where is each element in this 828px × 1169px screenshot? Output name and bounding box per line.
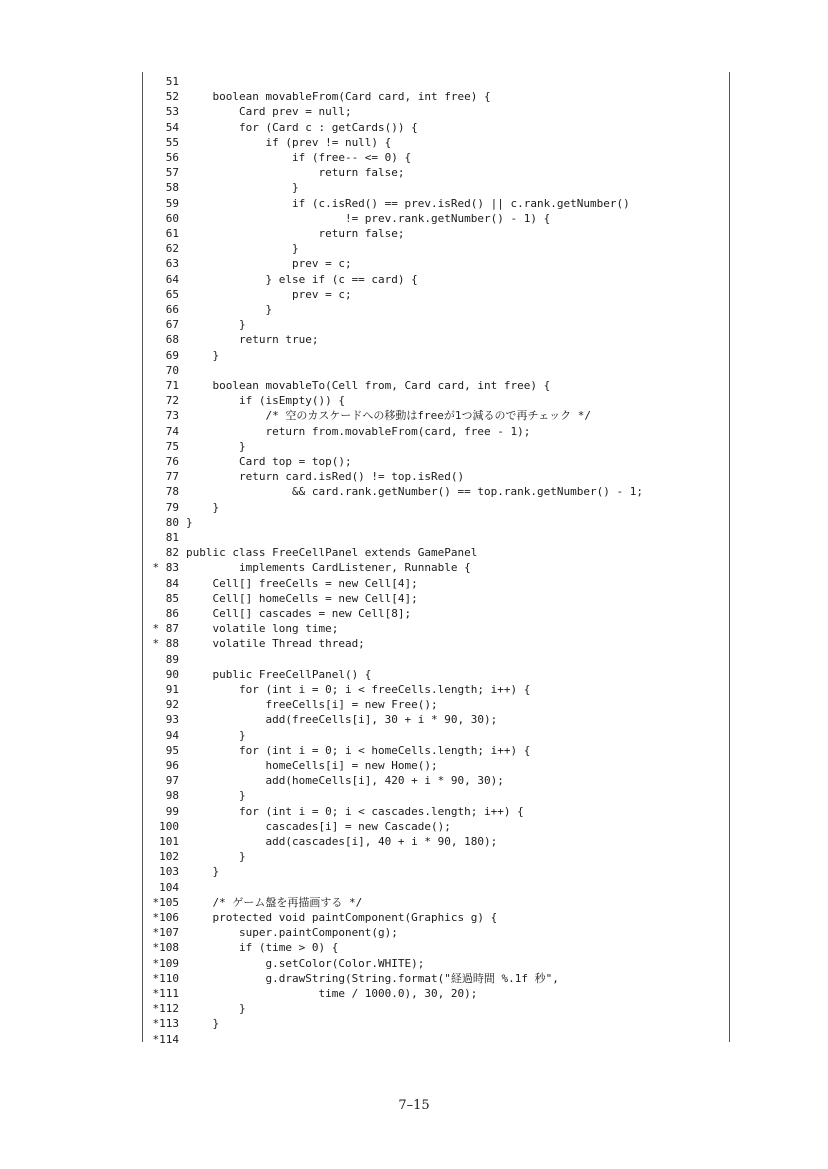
code-line	[143, 484, 729, 499]
line-number: 52	[165, 90, 179, 104]
line-number: 55	[165, 135, 179, 149]
line-code: }	[186, 1017, 220, 1031]
code-line	[143, 196, 729, 211]
line-code: prev = c;	[186, 287, 352, 301]
code-line	[143, 211, 729, 226]
code-line	[143, 864, 729, 879]
line-number: 104	[159, 880, 179, 894]
line-number: 71	[165, 379, 179, 392]
code-line	[143, 819, 729, 834]
line-code: }	[186, 728, 246, 742]
code-line	[143, 302, 729, 317]
line-code: Cell[] cascades = new Cell[8];	[186, 607, 412, 620]
code-line	[143, 332, 729, 347]
line-number: 84	[165, 576, 179, 590]
line-code: }	[186, 500, 220, 514]
line-number: 69	[165, 348, 179, 362]
code-line	[143, 226, 729, 241]
line-number: 99	[165, 804, 179, 818]
line-number: *112	[152, 1002, 179, 1016]
code-line	[143, 667, 729, 682]
code-line	[143, 348, 729, 363]
code-line	[143, 652, 729, 667]
code-line	[143, 621, 729, 636]
line-code: cascades[i] = new Cascade();	[186, 819, 451, 833]
code-line	[143, 454, 729, 469]
code-line	[143, 1001, 729, 1016]
line-code: public class FreeCellPanel extends GamePanel	[186, 546, 478, 560]
line-code: add(cascades[i], 40 + i * 90, 180);	[186, 835, 498, 848]
code-line	[143, 712, 729, 727]
line-code: freeCells[i] = new Free();	[186, 698, 438, 712]
line-number: 51	[165, 75, 179, 88]
line-number: *109	[152, 956, 179, 970]
line-code: } else if (c == card) {	[186, 272, 418, 286]
line-code: boolean movableFrom(Card card, int free) {	[186, 90, 491, 104]
line-code: for (int i = 0; i < cascades.length; i++) {	[186, 804, 524, 818]
code-line	[143, 256, 729, 271]
line-code: add(homeCells[i], 420 + i * 90, 30);	[186, 774, 504, 788]
code-line	[143, 363, 729, 378]
line-code: /* 空のカスケードへの移動はfreeが1つ減るので再チェック */	[186, 409, 591, 423]
code-line	[143, 500, 729, 515]
code-line	[143, 788, 729, 803]
code-line	[143, 956, 729, 971]
code-line	[143, 986, 729, 1001]
code-line	[143, 576, 729, 591]
code-line	[143, 728, 729, 743]
line-code: for (int i = 0; i < freeCells.length; i++) {	[186, 683, 531, 696]
line-code: if (c.isRed() == prev.isRed() || c.rank.getNumber()	[186, 196, 630, 210]
code-line	[143, 150, 729, 165]
line-code: return from.movableFrom(card, free - 1);	[186, 424, 531, 438]
code-line	[143, 287, 729, 302]
line-code: }	[186, 1002, 246, 1016]
line-code: g.drawString(String.format("経過時間 %.1f 秒",	[186, 971, 559, 985]
code-line	[143, 834, 729, 849]
code-line	[143, 120, 729, 135]
line-code: for (Card c : getCards()) {	[186, 120, 418, 134]
line-number: *107	[152, 926, 179, 940]
line-code: }	[186, 303, 273, 316]
code-line	[143, 971, 729, 986]
code-line	[143, 1032, 729, 1047]
line-code: implements CardListener, Runnable {	[186, 561, 471, 575]
line-code: boolean movableTo(Cell from, Card card, int free) {	[186, 379, 551, 392]
line-number: 77	[165, 470, 179, 484]
line-code: if (time > 0) {	[186, 941, 339, 955]
line-code: if (free-- <= 0) {	[186, 151, 412, 164]
line-number: 79	[165, 500, 179, 514]
line-code: if (isEmpty()) {	[186, 394, 345, 408]
line-number: 90	[165, 667, 179, 681]
line-number: 65	[165, 287, 179, 301]
line-code: }	[186, 789, 246, 803]
line-number: 60	[165, 211, 179, 225]
line-code: public FreeCellPanel() {	[186, 667, 372, 681]
code-line	[143, 545, 729, 560]
line-number: 57	[165, 166, 179, 180]
line-code: homeCells[i] = new Home();	[186, 759, 438, 772]
line-code: if (prev != null) {	[186, 135, 392, 149]
code-line	[143, 74, 729, 89]
line-code: }	[186, 181, 299, 195]
line-number: 59	[165, 196, 179, 210]
line-number: 66	[165, 303, 179, 316]
code-line	[143, 317, 729, 332]
line-code: && card.rank.getNumber() == top.rank.getNumber() - 1;	[186, 485, 643, 499]
line-number: 98	[165, 789, 179, 803]
line-code: volatile long time;	[186, 622, 339, 636]
line-number: 92	[165, 698, 179, 712]
code-line	[143, 89, 729, 104]
code-line	[143, 378, 729, 393]
line-code: return false;	[186, 166, 405, 180]
line-number: 76	[165, 455, 179, 468]
line-code: return true;	[186, 333, 319, 347]
line-code: protected void paintComponent(Graphics g) {	[186, 911, 498, 924]
line-code: }	[186, 348, 220, 362]
line-number: 86	[165, 607, 179, 620]
line-number: 63	[165, 257, 179, 271]
line-code: }	[186, 318, 246, 332]
line-number: *113	[152, 1017, 179, 1031]
line-number: 54	[165, 120, 179, 134]
line-number: 91	[165, 683, 179, 696]
code-line	[143, 591, 729, 606]
code-line	[143, 758, 729, 773]
line-code: Cell[] freeCells = new Cell[4];	[186, 576, 418, 590]
code-line	[143, 530, 729, 545]
code-line	[143, 697, 729, 712]
line-number: 73	[165, 409, 179, 423]
code-line	[143, 940, 729, 955]
line-code: time / 1000.0), 30, 20);	[186, 987, 478, 1000]
line-code: Card top = top();	[186, 455, 352, 468]
line-number: 85	[165, 591, 179, 605]
code-line	[143, 165, 729, 180]
code-line	[143, 880, 729, 895]
code-line	[143, 135, 729, 150]
code-line	[143, 104, 729, 119]
line-number: 81	[165, 531, 179, 544]
line-code: }	[186, 439, 246, 453]
line-number: 62	[165, 242, 179, 256]
line-number: 82	[165, 546, 179, 560]
line-number: * 88	[152, 637, 179, 651]
line-number: *111	[152, 987, 179, 1000]
line-number: 94	[165, 728, 179, 742]
code-line	[143, 636, 729, 651]
code-line	[143, 469, 729, 484]
line-number: 53	[165, 105, 179, 119]
line-number: 103	[159, 865, 179, 879]
line-number: 78	[165, 485, 179, 499]
line-code: != prev.rank.getNumber() - 1) {	[186, 211, 551, 225]
line-code: }	[186, 865, 220, 879]
line-code: volatile Thread thread;	[186, 637, 365, 651]
line-code: }	[186, 850, 246, 864]
line-code: }	[186, 515, 193, 529]
line-number: 93	[165, 713, 179, 727]
line-number: 100	[159, 819, 179, 833]
code-line	[143, 424, 729, 439]
line-code: Card prev = null;	[186, 105, 352, 119]
code-line	[143, 925, 729, 940]
line-number: *108	[152, 941, 179, 955]
line-number: 89	[165, 652, 179, 666]
line-number: 95	[165, 743, 179, 757]
line-code: }	[186, 242, 299, 256]
line-number: 72	[165, 394, 179, 408]
line-number: 56	[165, 151, 179, 164]
line-code: prev = c;	[186, 257, 352, 271]
line-number: 97	[165, 774, 179, 788]
line-number: 58	[165, 181, 179, 195]
line-code: for (int i = 0; i < homeCells.length; i++) {	[186, 743, 531, 757]
line-code: /* ゲーム盤を再描画する */	[186, 895, 363, 909]
line-number: 64	[165, 272, 179, 286]
line-code: super.paintComponent(g);	[186, 926, 398, 940]
code-line	[143, 393, 729, 408]
code-line	[143, 560, 729, 575]
code-listing	[142, 72, 730, 1046]
line-number: 80	[165, 515, 179, 529]
line-code: return false;	[186, 227, 405, 240]
line-number: 67	[165, 318, 179, 332]
line-number: 70	[165, 363, 179, 377]
line-code: add(freeCells[i], 30 + i * 90, 30);	[186, 713, 498, 727]
code-line	[143, 515, 729, 530]
line-number: 68	[165, 333, 179, 347]
code-line	[143, 682, 729, 697]
code-line	[143, 849, 729, 864]
code-line	[143, 773, 729, 788]
line-number: *106	[152, 911, 179, 924]
line-number: 75	[165, 439, 179, 453]
code-line	[143, 408, 729, 423]
line-number: * 87	[152, 622, 179, 636]
code-line	[143, 241, 729, 256]
line-code: return card.isRed() != top.isRed()	[186, 470, 465, 484]
line-number: 102	[159, 850, 179, 864]
code-line	[143, 606, 729, 621]
line-number: *114	[152, 1032, 179, 1046]
code-line	[143, 895, 729, 910]
line-number: * 83	[152, 561, 179, 575]
code-line	[143, 1016, 729, 1031]
line-number: 61	[165, 227, 179, 240]
line-code: Cell[] homeCells = new Cell[4];	[186, 591, 418, 605]
code-line	[143, 743, 729, 758]
code-line	[143, 439, 729, 454]
line-number: 96	[165, 759, 179, 772]
code-line	[143, 180, 729, 195]
page-number: 7–15	[398, 1098, 430, 1113]
line-number: *110	[152, 971, 179, 985]
line-number: *105	[152, 895, 179, 909]
code-line	[143, 804, 729, 819]
code-line	[143, 272, 729, 287]
code-line	[143, 910, 729, 925]
line-code: g.setColor(Color.WHITE);	[186, 956, 425, 970]
line-number: 101	[159, 835, 179, 848]
line-number: 74	[165, 424, 179, 438]
